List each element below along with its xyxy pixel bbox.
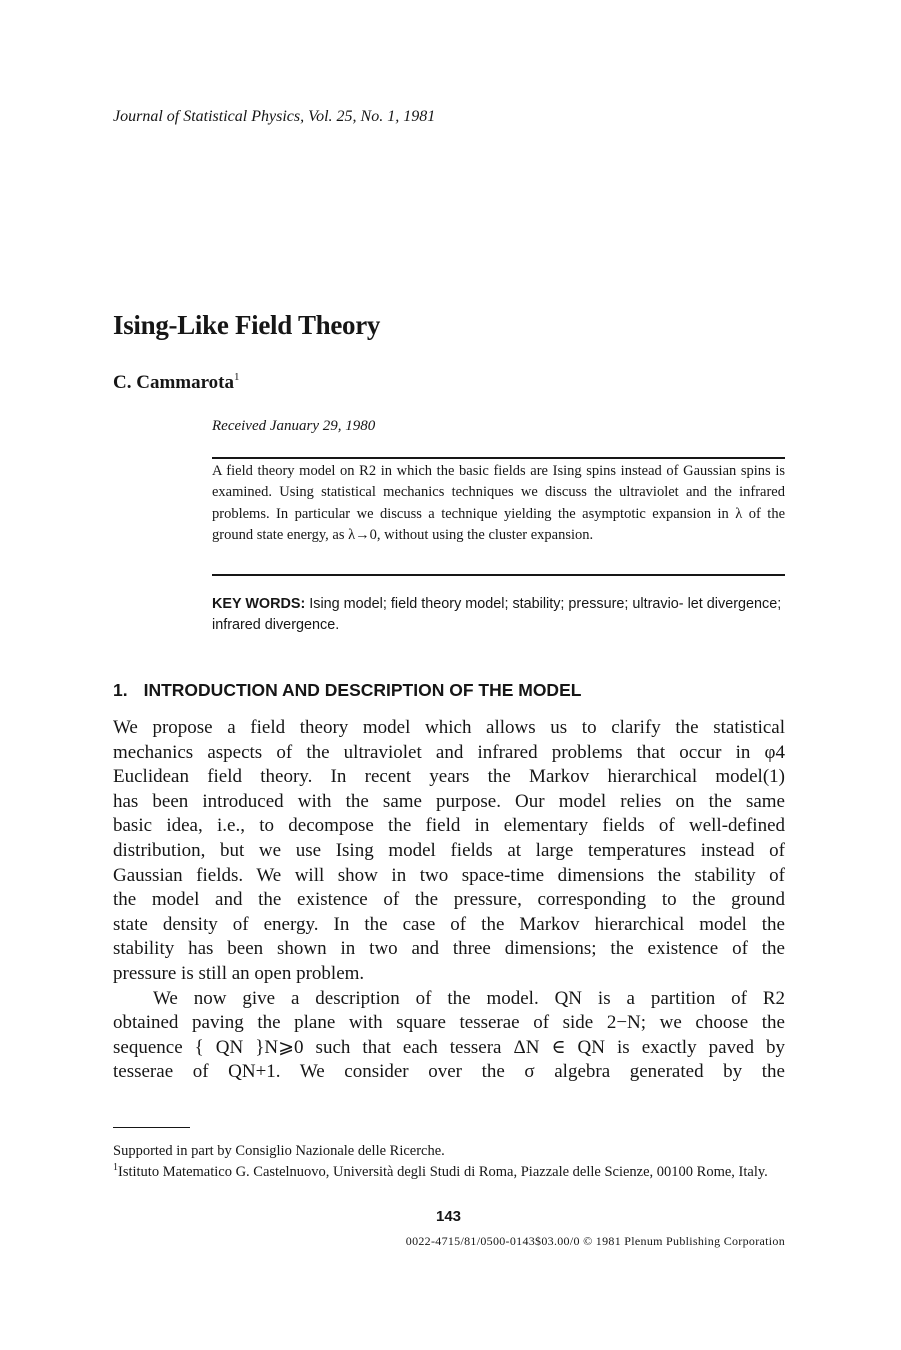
affiliation-mark: 1	[113, 1162, 118, 1173]
affiliation-text: Istituto Matematico G. Castelnuovo, Università degli Studi di Roma, Piazzale delle Scienze, 00100 Rome, Italy.	[118, 1164, 768, 1180]
section-title: INTRODUCTION AND DESCRIPTION OF THE MODEL	[143, 680, 582, 700]
page-number	[0, 1208, 901, 1225]
body-line: We propose a field theory model which allows us to clarify the statistical	[113, 717, 785, 738]
body-line: stability has been shown in two and three dimensions; the existence of the	[113, 938, 785, 960]
footnote-affiliation	[113, 1162, 785, 1183]
keywords-text: Ising model; field theory model; stability; pressure; ultravio- let divergence; infrared divergence.	[212, 596, 782, 633]
body-line: pressure is still an open problem.	[113, 962, 365, 984]
body-line: sequence { QN }N⩾0 such that each tessera ΔN ∈ QN is exactly paved by	[113, 1036, 785, 1058]
body-line: Gaussian fields. We will show in two space-time dimensions the stability of	[113, 864, 785, 886]
section-number: 1.	[113, 680, 128, 700]
abstract: A field theory model on R2 in which the basic fields are Ising spins instead of Gaussian spins is examined. Using statistical mechanics techniques we discuss the ultraviolet and the infrared problems. In particular we discuss a technique yielding the asymptotic expansion in λ of the ground state energy, as λ→0, without using the cluster expansion.	[212, 463, 785, 544]
body-line: mechanics aspects of the ultraviolet and infrared problems that occur in φ4	[113, 741, 785, 763]
body-line: state density of energy. In the case of the Markov hierarchical model the	[113, 913, 785, 935]
keywords	[212, 594, 785, 636]
body-line: has been introduced with the same purpose. Our model relies on the same	[113, 790, 785, 812]
journal-header: Journal of Statistical Physics, Vol. 25, No. 1, 1981	[113, 108, 436, 125]
received-date: Received January 29, 1980	[212, 418, 376, 434]
abstract-top-rule	[212, 457, 785, 459]
page-number-text: 143	[435, 1208, 462, 1225]
body-line: We now give a description of the model. QN is a partition of R2	[153, 987, 785, 1009]
keywords-label: KEY WORDS:	[212, 596, 306, 612]
author-footnote-mark: 1	[234, 371, 240, 383]
body-line: tesserae of QN+1. We consider over the σ algebra generated by the	[113, 1061, 785, 1083]
author	[113, 371, 240, 394]
section-heading	[113, 680, 581, 701]
body-line: the model and the existence of the pressure, corresponding to the ground	[113, 889, 785, 911]
body-line: basic idea, i.e., to decompose the field in elementary fields of well-defined	[113, 815, 785, 837]
body-line: Euclidean field theory. In recent years the Markov hierarchical model(1)	[113, 766, 785, 788]
body-text	[113, 716, 785, 1085]
body-line: distribution, but we use Ising model fields at large temperatures instead of	[113, 839, 785, 861]
page-title: Ising-Like Field Theory	[113, 310, 381, 340]
footnote-support: Supported in part by Consiglio Nazionale delle Ricerche.	[113, 1143, 445, 1159]
author-name: C. Cammarota	[113, 372, 235, 393]
body-line: obtained paving the plane with square tesserae of side 2−N; we choose the	[113, 1012, 785, 1034]
copyright-line: 0022-4715/81/0500-0143$03.00/0 © 1981 Plenum Publishing Corporation	[405, 1234, 785, 1248]
abstract-bottom-rule	[212, 574, 785, 576]
footnote-rule	[113, 1127, 190, 1128]
footnotes	[113, 1141, 785, 1183]
